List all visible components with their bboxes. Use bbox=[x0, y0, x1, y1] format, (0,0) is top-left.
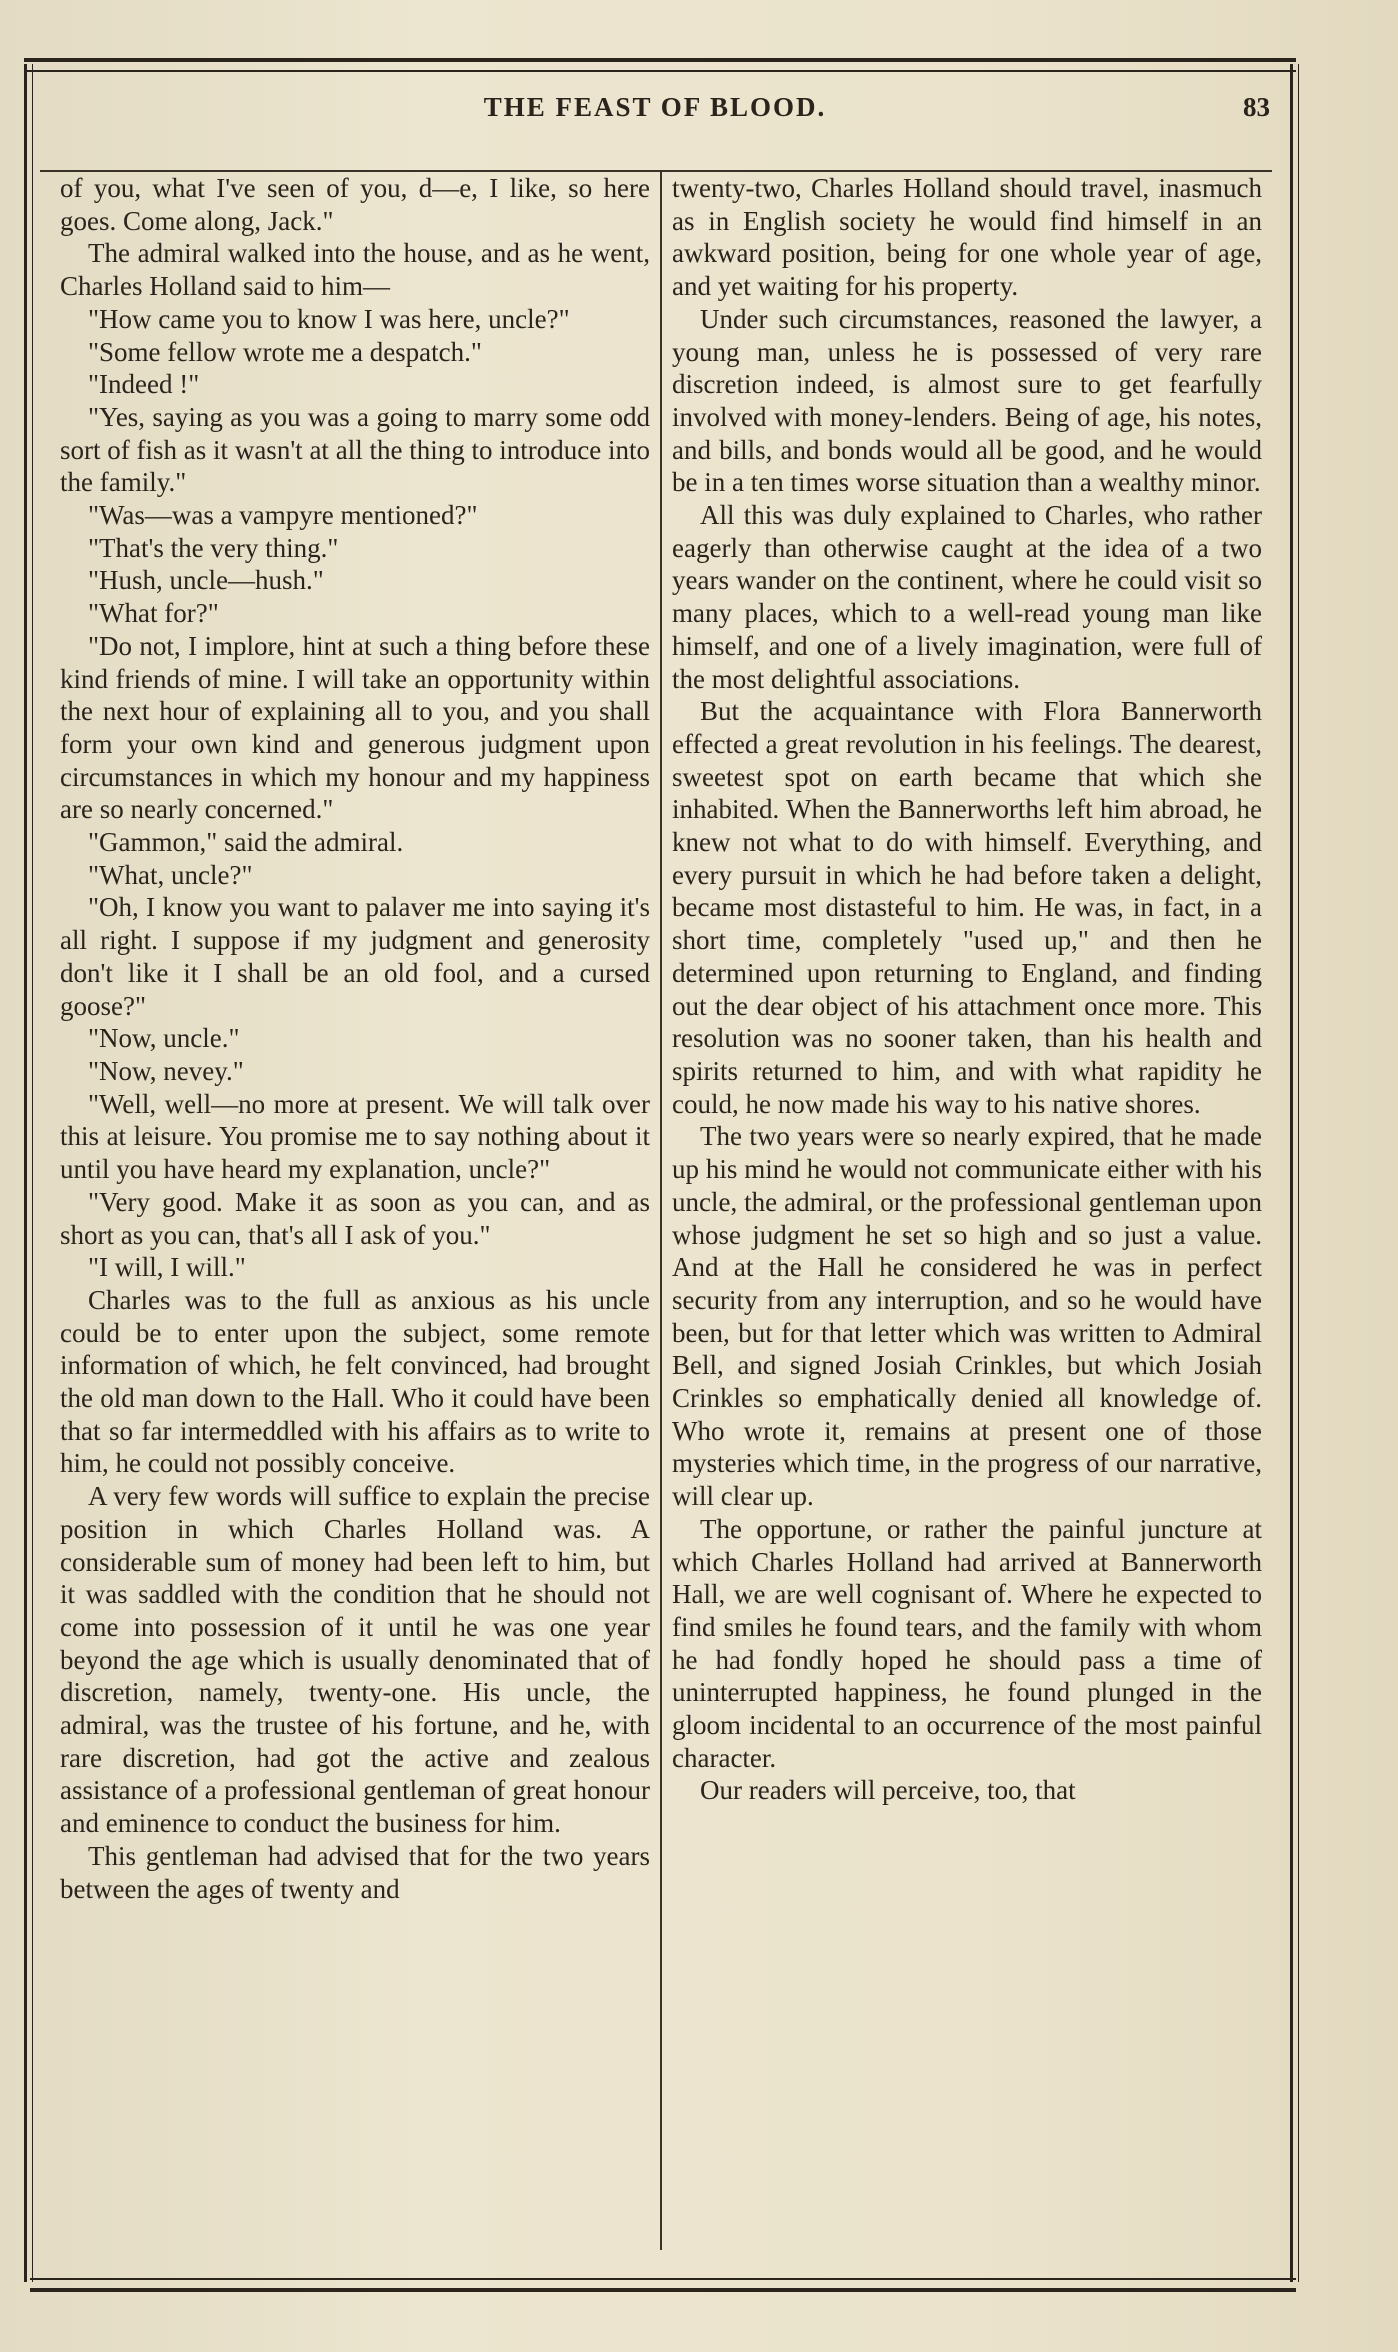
paragraph: twenty-two, Charles Holland should travel, inasmuch as in English society he would find himself in an awkward position, being for one whole year of age, and yet waiting for his property. bbox=[672, 173, 1262, 302]
paragraph: "Hush, uncle—hush." bbox=[88, 565, 324, 596]
paragraph: "Very good. Make it as soon as you can, and as short as you can, that's all I ask of you." bbox=[60, 1186, 650, 1250]
paragraph: "Indeed !" bbox=[88, 369, 200, 400]
paragraph: The admiral walked into the house, and as he went, Charles Holland said to him— bbox=[60, 238, 650, 302]
paragraph: "Gammon," said the admiral. bbox=[88, 827, 404, 858]
running-title: THE FEAST OF BLOOD. bbox=[483, 92, 827, 122]
paragraph: This gentleman had advised that for the two years between the ages of twenty and bbox=[60, 1840, 650, 1904]
top-border-rule bbox=[24, 58, 1296, 72]
left-frame-rule bbox=[24, 64, 27, 2282]
paragraph: "How came you to know I was here, uncle?" bbox=[88, 303, 570, 334]
bottom-border-rule bbox=[30, 2278, 1296, 2292]
paragraph: All this was duly explained to Charles, who rather eagerly than otherwise caught at the idea of a two years wander on the continent, where he could visit so many places, which to a well-read young man like himself, and one of a lively imagination, were full of the most delightful associations. bbox=[672, 500, 1262, 694]
paragraph: Our readers will perceive, too, that bbox=[700, 1775, 1076, 1806]
left-frame-inner-rule bbox=[32, 64, 33, 2282]
paragraph: "Was—was a vampyre mentioned?" bbox=[88, 500, 478, 531]
right-frame-inner-rule bbox=[1298, 64, 1299, 2282]
page-header bbox=[40, 88, 1270, 132]
paragraph: "Well, well—no more at present. We will talk over this at leisure. You promise me to say nothing about it until you have heard my explanation, uncle?" bbox=[60, 1088, 650, 1185]
right-frame-rule bbox=[1290, 64, 1293, 2282]
page-number: 83 bbox=[1243, 92, 1270, 122]
paragraph: "What for?" bbox=[88, 598, 219, 629]
column-divider bbox=[660, 170, 662, 2250]
paragraph: "That's the very thing." bbox=[88, 532, 339, 563]
paragraph: But the acquaintance with Flora Bannerworth effected a great revolution in his feelings. The dearest, sweetest spot on earth became that which she inhabited. When the Bannerworths left him abroad, he knew not what to do with himself. Everything, and every pursuit in which he had before taken a delight, became most distasteful to him. He was, in fact, in a short time, completely "used up," and then he determined upon returning to England, and finding out the dear object of his attachment once more. This resolution was no sooner taken, than his health and spirits returned to him, and with what rapidity he could, he now made his way to his native shores. bbox=[672, 696, 1262, 1119]
paragraph: A very few words will suffice to explain the precise position in which Charles Holland was. A considerable sum of money had been left to him, but it was saddled with the condition that he should not come into possession of it until he was one year beyond the age which is usually denominated that of discretion, namely, twenty-one. His uncle, the admiral, was the trustee of his fortune, and he, with rare discretion, had got the active and zealous assistance of a professional gentleman of great honour and eminence to conduct the business for him. bbox=[60, 1481, 650, 1839]
left-text-column bbox=[60, 172, 650, 2272]
paragraph: "Now, uncle." bbox=[88, 1023, 240, 1054]
paragraph: "Oh, I know you want to palaver me into saying it's all right. I suppose if my judgment and generosity don't like it I shall be an old fool, and a cursed goose?" bbox=[60, 892, 650, 1021]
paragraph: "Yes, saying as you was a going to marry some odd sort of fish as it wasn't at all the thing to introduce into the family." bbox=[60, 401, 650, 498]
paragraph: Charles was to the full as anxious as his uncle could be to enter upon the subject, some remote information of which, he felt convinced, had brought the old man down to the Hall. Who it could have been that so far intermeddled with his affairs as to write to him, he could not possibly conceive. bbox=[60, 1284, 650, 1479]
paragraph: "What, uncle?" bbox=[88, 859, 253, 890]
paragraph: Under such circumstances, reasoned the lawyer, a young man, unless he is possessed of very rare discretion indeed, is almost sure to get fearfully involved with money-lenders. Being of age, his notes, and bills, and bonds would all be good, and he would be in a ten times worse situation than a wealthy minor. bbox=[672, 303, 1262, 498]
paragraph: of you, what I've seen of you, d—e, I like, so here goes. Come along, Jack." bbox=[60, 173, 650, 236]
paragraph: The two years were so nearly expired, that he made up his mind he would not communicate either with his uncle, the admiral, or the professional gentleman upon whose judgment he set so high and so just a value. And at the Hall he considered he was in perfect security from any interruption, and so he would have been, but for that letter which was written to Admiral Bell, and signed Josiah Crinkles, but which Josiah Crinkles so emphatically denied all knowledge of. Who wrote it, remains at present one of those mysteries which time, in the progress of our narrative, will clear up. bbox=[672, 1121, 1262, 1512]
paragraph: "Now, nevey." bbox=[88, 1055, 244, 1086]
paragraph: "I will, I will." bbox=[88, 1252, 246, 1283]
paragraph: The opportune, or rather the painful juncture at which Charles Holland had arrived at Bannerworth Hall, we are well cognisant of. Where he expected to find smiles he found tears, and the family with whom he had fondly hoped he should pass a time of uninterrupted happiness, he found plunged in the gloom incidental to an occurrence of the most painful character. bbox=[672, 1513, 1262, 1773]
paragraph: "Do not, I implore, hint at such a thing before these kind friends of mine. I will take an opportunity within the next hour of explaining all to you, and you shall form your own kind and generous judgment upon circumstances in which my honour and my happiness are so nearly concerned." bbox=[60, 630, 650, 825]
paragraph: "Some fellow wrote me a despatch." bbox=[88, 336, 482, 367]
right-text-column bbox=[672, 172, 1262, 2272]
